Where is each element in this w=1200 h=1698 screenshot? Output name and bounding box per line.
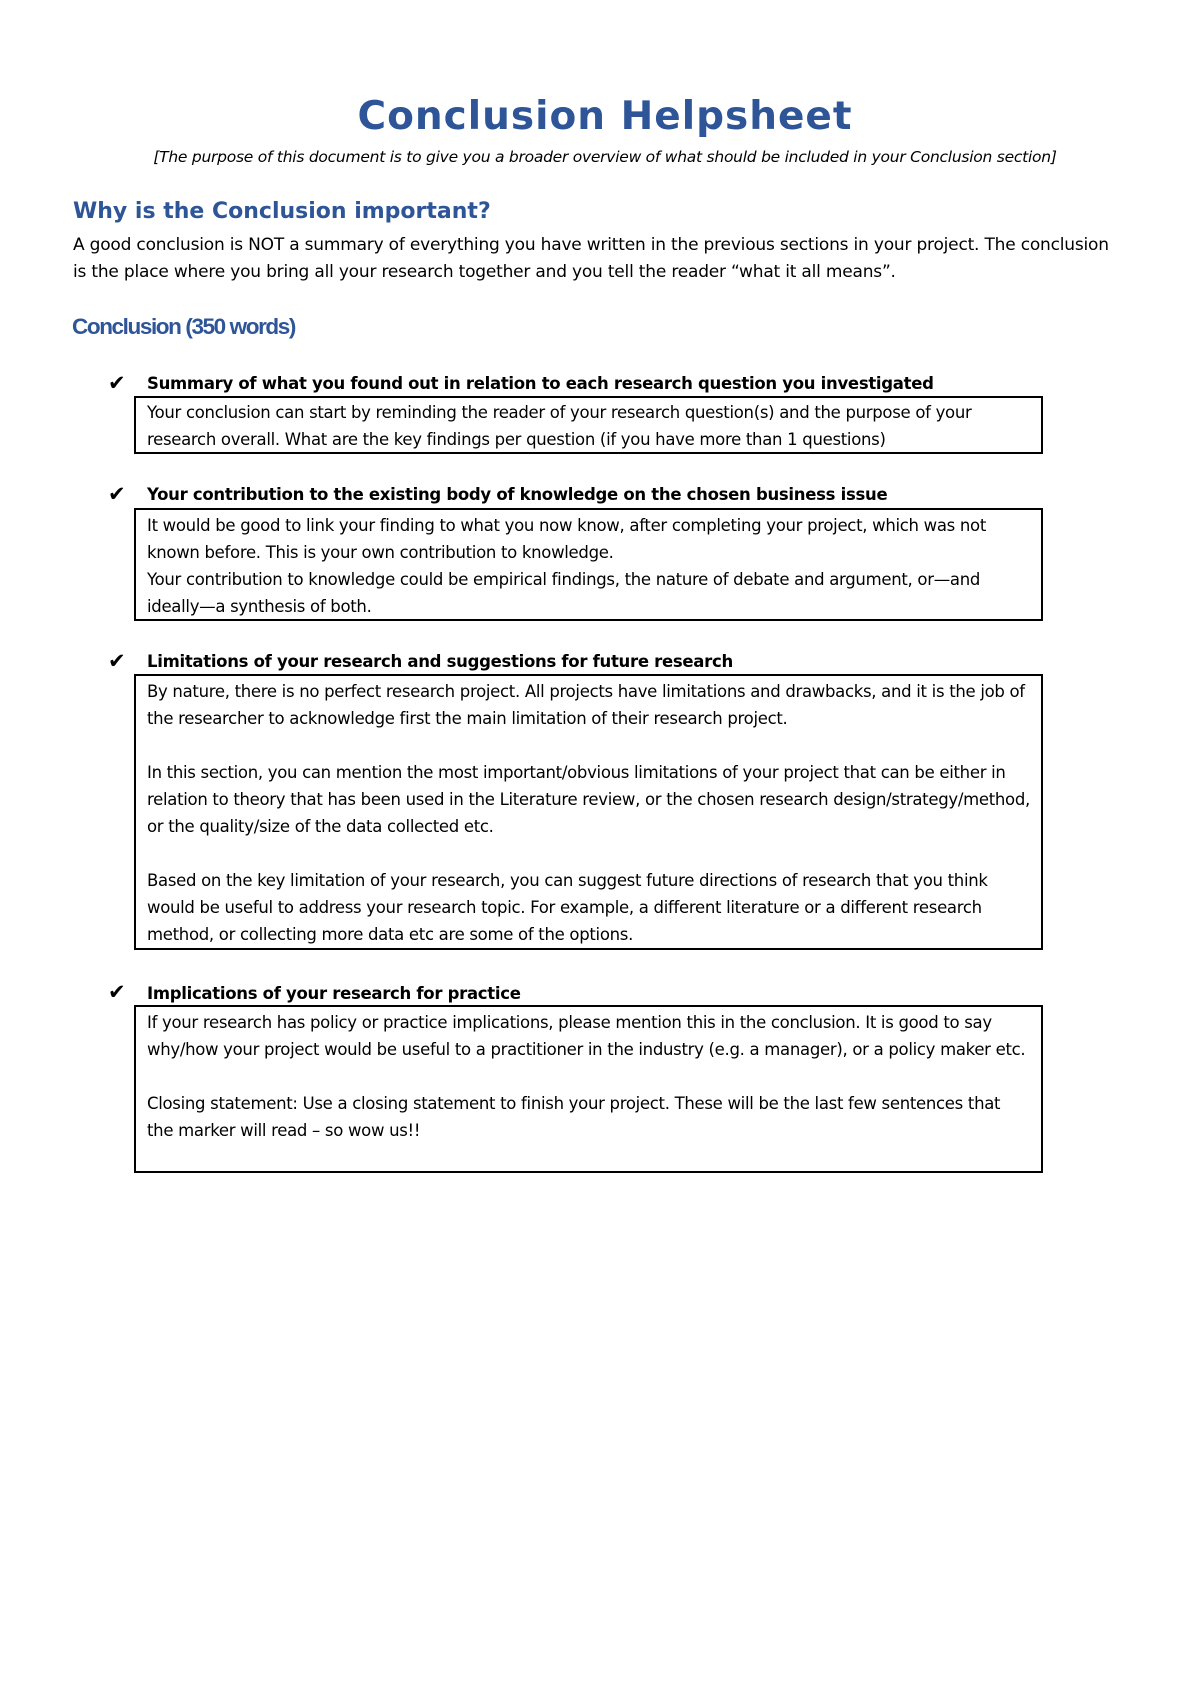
item-box-contribution xyxy=(134,508,1043,621)
item-box-implications xyxy=(134,1005,1043,1173)
item-box-limitations xyxy=(134,674,1043,950)
why-heading: Why is the Conclusion important? xyxy=(73,199,491,224)
item-paragraph: Your conclusion can start by reminding the reader of your research question(s) and the purpose of your research overall. What are the key findings per question (if you have more than 1 questions) xyxy=(147,403,972,449)
item-heading-limitations: Limitations of your research and suggestions for future research xyxy=(147,652,733,671)
paragraph-spacer xyxy=(147,1063,1031,1090)
item-heading-contribution: Your contribution to the existing body of knowledge on the chosen business issue xyxy=(147,485,888,504)
item-paragraph: In this section, you can mention the most important/obvious limitations of your project that can be either in relation to theory that has been used in the Literature review, or the chosen research design/strategy/method, or the quality/size of the data collected etc. xyxy=(147,763,1030,836)
checkmark-icon: ✔ xyxy=(108,371,126,395)
item-paragraph: Closing statement: Use a closing statement to finish your project. These will be the last few sentences that the marker will read – so wow us!! xyxy=(147,1094,1001,1140)
item-paragraph: Your contribution to knowledge could be empirical findings, the nature of debate and argument, or—and ideally—a synthesis of both. xyxy=(147,570,981,616)
item-paragraph: It would be good to link your finding to what you now know, after completing your project, which was not known before. This is your own contribution to knowledge. xyxy=(147,516,987,562)
item-heading-implications: Implications of your research for practice xyxy=(147,984,521,1003)
conclusion-heading: Conclusion (350 words) xyxy=(72,314,295,339)
paragraph-spacer xyxy=(147,840,1031,867)
item-paragraph: If your research has policy or practice implications, please mention this in the conclusion. It is good to say why/how your project would be useful to a practitioner in the industry (e.g. a manager), or a policy maker etc. xyxy=(147,1013,1026,1059)
item-paragraph: By nature, there is no perfect research project. All projects have limitations and drawbacks, and it is the job of the researcher to acknowledge first the main limitation of their research project. xyxy=(147,682,1025,728)
item-box-summary xyxy=(134,396,1043,454)
page-title: Conclusion Helpsheet xyxy=(357,94,853,139)
item-paragraph: Based on the key limitation of your research, you can suggest future directions of research that you think would be useful to address your research topic. For example, a different literature or a different research method, or collecting more data etc are some of the options. xyxy=(147,871,988,944)
item-heading-summary: Summary of what you found out in relation to each research question you investigated xyxy=(147,374,934,393)
why-body: A good conclusion is NOT a summary of everything you have written in the previous sections in your project. The conclusion is the place where you bring all your research together and you tell the reader “what it all means”. xyxy=(73,235,1109,282)
page-subtitle: [The purpose of this document is to give you a broader overview of what should be included in your Conclusion section] xyxy=(153,148,1057,166)
checkmark-icon: ✔ xyxy=(108,649,126,673)
checkmark-icon: ✔ xyxy=(108,980,126,1004)
paragraph-spacer xyxy=(147,732,1031,759)
checkmark-icon: ✔ xyxy=(108,482,126,506)
